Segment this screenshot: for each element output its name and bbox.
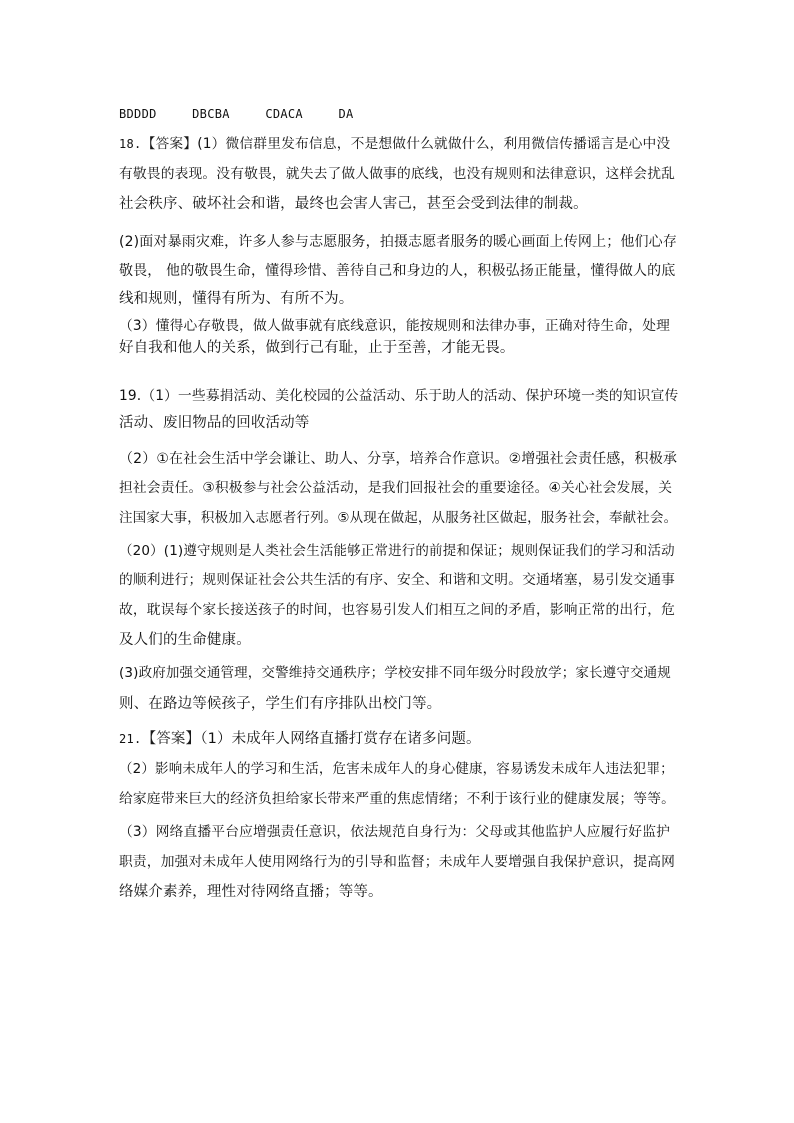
q21-line: 职责，加强对未成年人使用网络行为的引导和监督；未成年人要增强自我保护意识，提高网	[119, 854, 676, 870]
q19-line: 活动、废旧物品的回收活动等	[119, 415, 310, 431]
mcq-answers	[119, 104, 679, 124]
q21-line: 络媒介素养，理性对待网络直播；等等。	[119, 884, 383, 900]
q18-line: 社会秩序、破坏社会和谐，最终也会害人害己，甚至会受到法律的制裁。	[119, 196, 588, 212]
q20-line: 则、在路边等候孩子，学生们有序排队出校门等。	[119, 696, 442, 712]
q21-line	[119, 729, 679, 749]
q21-text: （1）未成年人网络直播打赏存在诸多问题。	[200, 731, 481, 747]
q18-line: (2)面对暴雨灾难，许多人参与志愿服务，拍摄志愿者服务的暖心画面上传网上；他们心存	[119, 234, 677, 250]
mcq-answer-group: DBCBA	[192, 107, 230, 121]
q19-line: 19.（1）一些募捐活动、美化校园的公益活动、乐于助人的活动、保护环境一类的知识宣传	[119, 388, 679, 404]
q18-line: 好自我和他人的关系，做到行己有耻，止于至善，才能无畏。	[119, 340, 515, 356]
q18-line: （3）懂得心存敬畏，做人做事就有底线意识，能按规则和法律办事，正确对待生命，处理	[119, 318, 671, 334]
q19-line: （2）①在社会生活中学会谦让、助人、分享，培养合作意识。②增强社会责任感，积极承	[119, 451, 678, 467]
q20-line: 故，耽误每个家长接送孩子的时间，也容易引发人们相互之间的矛盾，影响正常的出行，危	[119, 602, 676, 618]
q19-line: 注国家大事，积极加入志愿者行列。⑤从现在做起，从服务社区做起，服务社会，奉献社会。	[119, 510, 678, 526]
q18-line: 有敬畏的表现。没有敬畏，就失去了做人做事的底线，也没有规则和法律意识，这样会扰乱	[119, 166, 676, 182]
q18-line: 线和规则，懂得有所为、有所不为。	[119, 291, 354, 307]
q19-line: 担社会责任。③积极参与社会公益活动，是我们回报社会的重要途径。④关心社会发展，关	[119, 480, 673, 496]
q21-line: （3）网络直播平台应增强责任意识，依法规范自身行为：父母或其他监护人应履行好监护	[119, 824, 671, 840]
q21-line: （2）影响未成年人的学习和生活，危害未成年人的身心健康，容易诱发未成年人违法犯罪；	[119, 761, 674, 777]
mcq-answer-group: CDACA	[265, 107, 303, 121]
answer-tag: 【答案】	[141, 136, 198, 152]
q20-line: 的顺利进行；规则保证社会公共生活的有序、安全、和谐和文明。交通堵塞，易引发交通事	[119, 572, 676, 588]
q18-line: 敬畏， 他的敬畏生命，懂得珍惜、善待自己和身边的人，积极弘扬正能量，懂得做人的底	[119, 263, 676, 279]
q20-line: (3)政府加强交通管理，交警维持交通秩序；学校安排不同年级分时段放学；家长遵守交通规	[119, 665, 671, 681]
q20-line: （20）(1)遵守规则是人类社会生活能够正常进行的前提和保证；规则保证我们的学习和活动	[119, 543, 675, 559]
mcq-answer-group: DA	[338, 107, 354, 121]
mcq-answer-group: BDDDD	[119, 107, 157, 121]
q18-number: 18.	[119, 137, 142, 151]
q21-number: 21.	[119, 732, 142, 746]
q20-line: 及人们的生命健康。	[119, 632, 251, 648]
q21-line: 给家庭带来巨大的经济负担给家长带来严重的焦虑情绪；不利于该行业的健康发展；等等。	[119, 791, 676, 807]
answer-tag: 【答案】	[141, 731, 201, 747]
q18-text: (1）微信群里发布信息，不是想做什么就做什么，利用微信传播谣言是心中没	[197, 136, 671, 152]
q18-line	[119, 134, 679, 154]
